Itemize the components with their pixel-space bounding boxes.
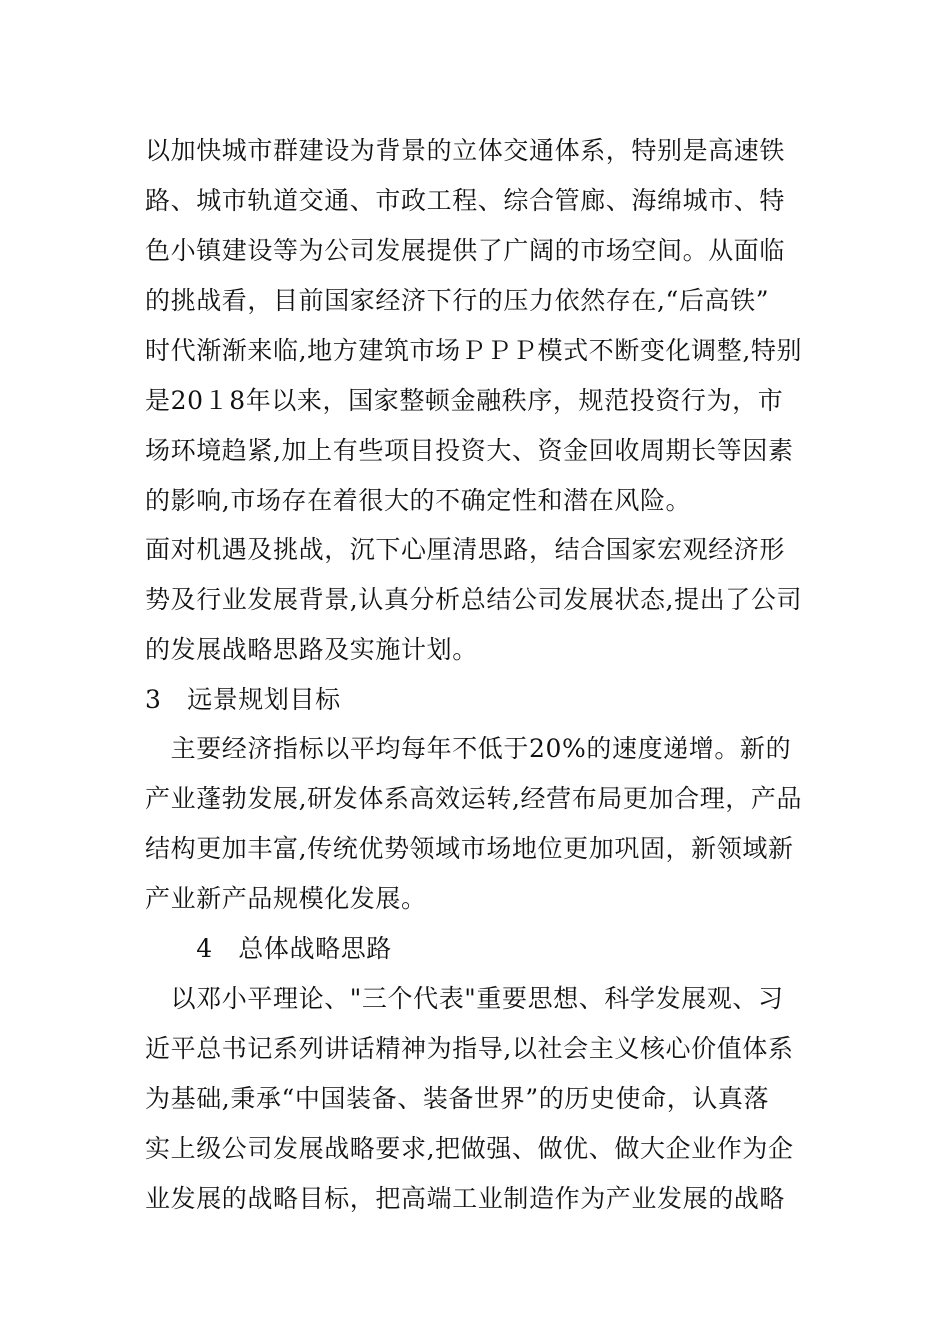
text-line: 产业蓬勃发展,研发体系高效运转,经营布局更加合理，产品 [145, 784, 803, 813]
text-line: 时代渐渐来临,地方建筑市场ＰＰＰ模式不断变化调整,特别 [145, 336, 803, 365]
section-heading: 3 远景规划目标 [145, 685, 341, 714]
text-line: 是20１8年以来，国家整顿金融秩序，规范投资行为，市 [145, 386, 784, 415]
text-line: 面对机遇及挑战，沉下心厘清思路，结合国家宏观经济形 [145, 535, 786, 564]
text-line: 以邓小平理论、"三个代表"重要思想、科学发展观、习 [145, 984, 784, 1013]
text-line: 色小镇建设等为公司发展提供了广阔的市场空间。从面临 [145, 236, 786, 265]
text-line: 主要经济指标以平均每年不低于20%的速度递增。新的 [145, 734, 792, 763]
text-line: 的发展战略思路及实施计划。 [145, 635, 478, 664]
text-line: 势及行业发展背景,认真分析总结公司发展状态,提出了公司 [145, 585, 803, 614]
text-line: 近平总书记系列讲话精神为指导,以社会主义核心价值体系 [145, 1034, 794, 1063]
text-line: 的挑战看，目前国家经济下行的压力依然存在,“后高铁” [145, 286, 770, 315]
text-line: 路、城市轨道交通、市政工程、综合管廊、海绵城市、特 [145, 186, 786, 215]
text-line: 产业新产品规模化发展。 [145, 884, 427, 913]
text-line: 结构更加丰富,传统优势领域市场地位更加巩固，新领域新 [145, 834, 794, 863]
section-heading: 4 总体战略思路 [145, 934, 392, 963]
text-line: 以加快城市群建设为背景的立体交通体系，特别是高速铁 [145, 136, 786, 165]
text-line: 场环境趋紧,加上有些项目投资大、资金回收周期长等因素 [145, 436, 794, 465]
text-line: 业发展的战略目标，把高端工业制造作为产业发展的战略 [145, 1184, 786, 1213]
text-line: 的影响,市场存在着很大的不确定性和潜在风险。 [145, 486, 692, 515]
text-line: 为基础,秉承“中国装备、装备世界”的历史使命，认真落 [145, 1084, 770, 1113]
text-line: 实上级公司发展战略要求,把做强、做优、做大企业作为企 [145, 1134, 794, 1163]
